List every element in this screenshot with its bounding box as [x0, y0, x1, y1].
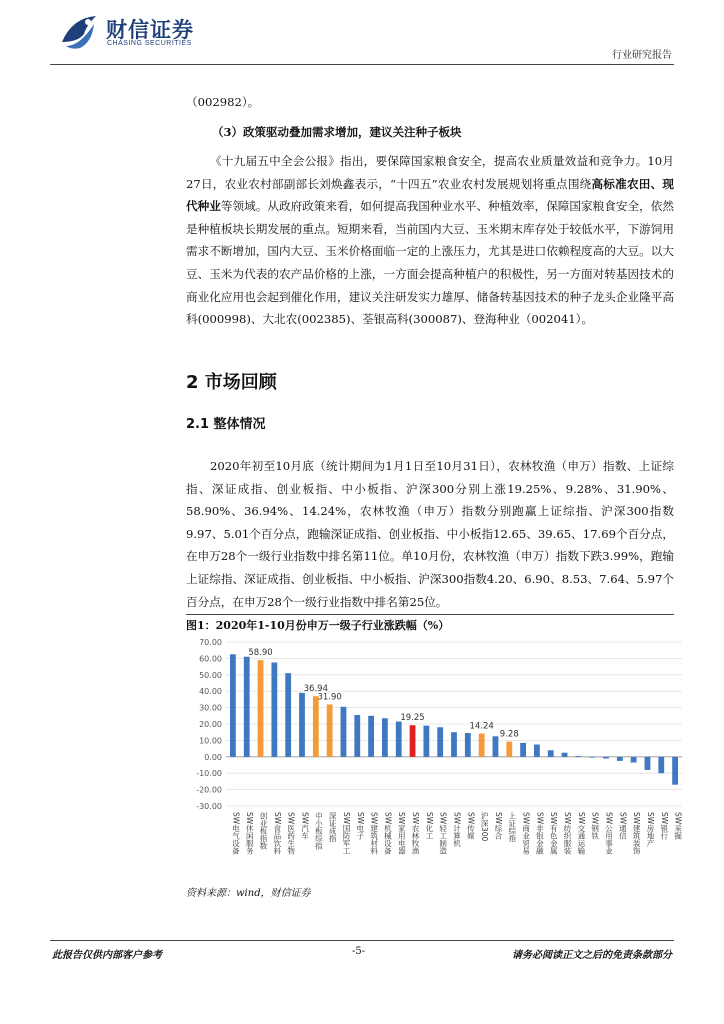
x-tick-label: SW银行 [659, 812, 669, 840]
y-tick-label: -10.00 [196, 769, 222, 779]
bar-SW休闲服务 [244, 657, 250, 757]
section-title: 2 市场回顾 [186, 372, 277, 393]
bar-SW电子 [354, 715, 360, 757]
bar-SW采掘 [672, 757, 678, 785]
bar-SW综合 [493, 736, 499, 757]
bar-SW商业贸易 [520, 743, 526, 757]
x-tick-label: SW轻工制造 [438, 812, 448, 855]
bar-SW汽车 [299, 693, 305, 757]
bar-SW纺织服装 [562, 753, 568, 757]
x-tick-label: SW建筑装饰 [632, 812, 642, 855]
footer-terms-note: 请务必阅读正文之后的免责条款部分 [512, 950, 672, 961]
x-tick-label: SW纺织服装 [563, 812, 573, 855]
x-tick-label: 中小板综指 [314, 812, 324, 850]
x-tick-label: SW食品饮料 [272, 812, 282, 855]
bar-SW家用电器 [396, 722, 402, 757]
x-tick-label: 创业板指数 [259, 812, 269, 850]
bar-SW机械设备 [382, 718, 388, 757]
logo-text-cn: 财信证券 [106, 18, 194, 42]
x-tick-label: SW医药生物 [286, 812, 296, 855]
x-tick-label: SW农林牧渔 [411, 812, 421, 855]
data-label: 36.94 [303, 684, 328, 695]
chasing-securities-logo-icon [58, 12, 100, 52]
sector-returns-bar-chart [186, 634, 686, 878]
x-tick-label: SW电气设备 [231, 812, 241, 855]
x-tick-label: SW通信 [618, 812, 628, 840]
market-review-paragraph: 2020年初至10月底（统计期间为1月1日至10月31日），农林牧渔（申万）指数、上证综指、深证成指、创业板指、中小板指、沪深300分别上涨19.25%、9.28%、31.90%、58.90%、36.94%、14.24%，农林牧渔（申万）指数分别跑赢上证综指、沪深300指数9.97、5.01个百分点，跑输深证成指、创业板指、中小板指12.65、39.65、17.69个百分点，在申万28个一级行业指数中排名第11位。单10月份，农林牧渔（申万）指数下跌3.99%，跑输上证综指、深证成指、创业板指、中小板指、沪深300指数4.20、6.90、8.53、7.64、5.97个百分点，在申万28个一级行业指数中排名第25位。 [186, 459, 674, 609]
bar-创业板指数 [258, 660, 264, 757]
x-tick-label: SW商业贸易 [521, 812, 531, 855]
bar-沪深300 [479, 733, 485, 756]
x-tick-label: SW电子 [355, 812, 365, 840]
y-tick-label: 70.00 [199, 638, 222, 647]
bar-SW医药生物 [285, 673, 291, 757]
bar-SW公用事业 [603, 757, 609, 759]
x-tick-label: SW汽车 [300, 812, 310, 840]
intro-line: （002982）。 [186, 95, 260, 109]
bar-SW建筑装饰 [631, 757, 637, 763]
y-tick-label: -20.00 [196, 785, 222, 795]
bar-SW食品饮料 [271, 663, 277, 757]
x-tick-label: SW采掘 [673, 812, 683, 840]
data-label: 58.90 [248, 648, 273, 659]
bar-SW计算机 [451, 732, 457, 757]
y-tick-label: 10.00 [199, 736, 222, 746]
footer-disclaimer: 此报告仅供内部客户参考 [52, 950, 162, 961]
y-tick-label: 60.00 [199, 654, 222, 664]
bar-SW通信 [617, 757, 623, 761]
bar-SW银行 [658, 757, 664, 773]
x-tick-label: SW休闲服务 [245, 812, 255, 855]
y-tick-label: 50.00 [199, 670, 222, 680]
x-tick-label: SW房地产 [645, 812, 655, 847]
y-tick-label: 0.00 [204, 752, 222, 762]
header-divider [50, 64, 674, 65]
x-tick-label: SW传媒 [466, 812, 476, 840]
y-tick-label: 40.00 [199, 687, 222, 697]
bar-SW非银金融 [534, 745, 540, 757]
page-number: -5- [352, 946, 366, 957]
bar-SW房地产 [645, 757, 651, 770]
bar-中小板综指 [313, 696, 319, 757]
bar-SW传媒 [465, 733, 471, 757]
x-tick-label: 沪深300 [480, 812, 490, 842]
figure-title: 图1：2020年1-10月份申万一级子行业涨跌幅（%） [186, 619, 450, 632]
data-label: 9.28 [499, 729, 519, 740]
x-tick-label: SW有色金属 [549, 812, 559, 855]
data-label: 19.25 [400, 713, 425, 724]
footer-divider [50, 940, 674, 941]
x-tick-label: SW机械设备 [383, 812, 393, 855]
bar-SW钢铁 [589, 757, 595, 758]
policy-paragraph-bold: 高标准农田、现代种业 [186, 176, 674, 214]
page-header [0, 0, 724, 70]
figure-source: 资料来源：wind，财信证券 [186, 888, 311, 899]
bar-SW交通运输 [575, 756, 581, 757]
bar-SW轻工制造 [437, 727, 443, 757]
policy-paragraph-part1: 《十九届五中全会公报》指出，要保障国家粮食安全，提高农业质量效益和竞争力。10月27日，农业农村部副部长刘焕鑫表示，“十四五”农业农村发展规划将重点围绕 [186, 154, 674, 191]
x-tick-label: SW非银金融 [535, 812, 545, 855]
y-tick-label: 30.00 [199, 703, 222, 713]
x-tick-label: SW综合 [493, 812, 503, 840]
bar-SW建筑材料 [368, 716, 374, 757]
x-tick-label: SW钢铁 [590, 812, 600, 840]
subsection-title: 2.1 整体情况 [186, 417, 266, 432]
x-tick-label: SW国防军工 [341, 812, 351, 855]
bar-SW农林牧渔 [410, 725, 416, 757]
x-tick-label: SW建筑材料 [369, 812, 379, 855]
bar-SW化工 [423, 726, 429, 757]
figure-top-rule [186, 614, 674, 615]
policy-subheading: （3）政策驱动叠加需求增加，建议关注种子板块 [212, 125, 462, 139]
bar-SW电气设备 [230, 654, 236, 757]
x-tick-label: SW公用事业 [604, 812, 614, 855]
bar-深证成指 [327, 704, 333, 756]
x-tick-label: 上证综指 [507, 812, 517, 842]
x-tick-label: 深证成指 [328, 812, 338, 842]
data-label: 31.90 [317, 692, 342, 703]
report-type-label: 行业研究报告 [612, 50, 672, 61]
logo-text-en: CHASING SECURITIES [107, 40, 192, 47]
policy-paragraph [186, 150, 674, 331]
y-tick-label: 20.00 [199, 720, 222, 729]
policy-paragraph-part2: 等领域。从政府政策来看，如何提高我国种业水平、种植效率，保障国家粮食安全，依然是种植板块长期发展的重点。短期来看，当前国内大豆、玉米期末库存处于较低水平，下游饲用需求不断增加，国内大豆、玉米价格面临一定的上涨压力，尤其是进口依赖程度高的大豆。以大豆、玉米为代表的农产品价格的上涨，一方面会提高种植户的积极性，另一方面对转基因技术的商业化应用也会起到催化作用，建议关注研发实力雄厚、储备转基因技术的种子龙头企业隆平高科(000998)、大北农(002385)、荃银高科(300087)、登海种业（002041）。 [186, 199, 674, 327]
bar-上证综指 [506, 742, 512, 757]
x-tick-label: SW化工 [424, 812, 434, 840]
x-tick-label: SW家用电器 [397, 812, 407, 855]
bar-SW国防军工 [341, 707, 347, 757]
bar-SW有色金属 [548, 750, 554, 757]
x-tick-label: SW计算机 [452, 812, 462, 847]
data-label: 14.24 [469, 721, 494, 732]
x-tick-label: SW交通运输 [576, 812, 586, 855]
y-tick-label: -30.00 [196, 802, 222, 811]
